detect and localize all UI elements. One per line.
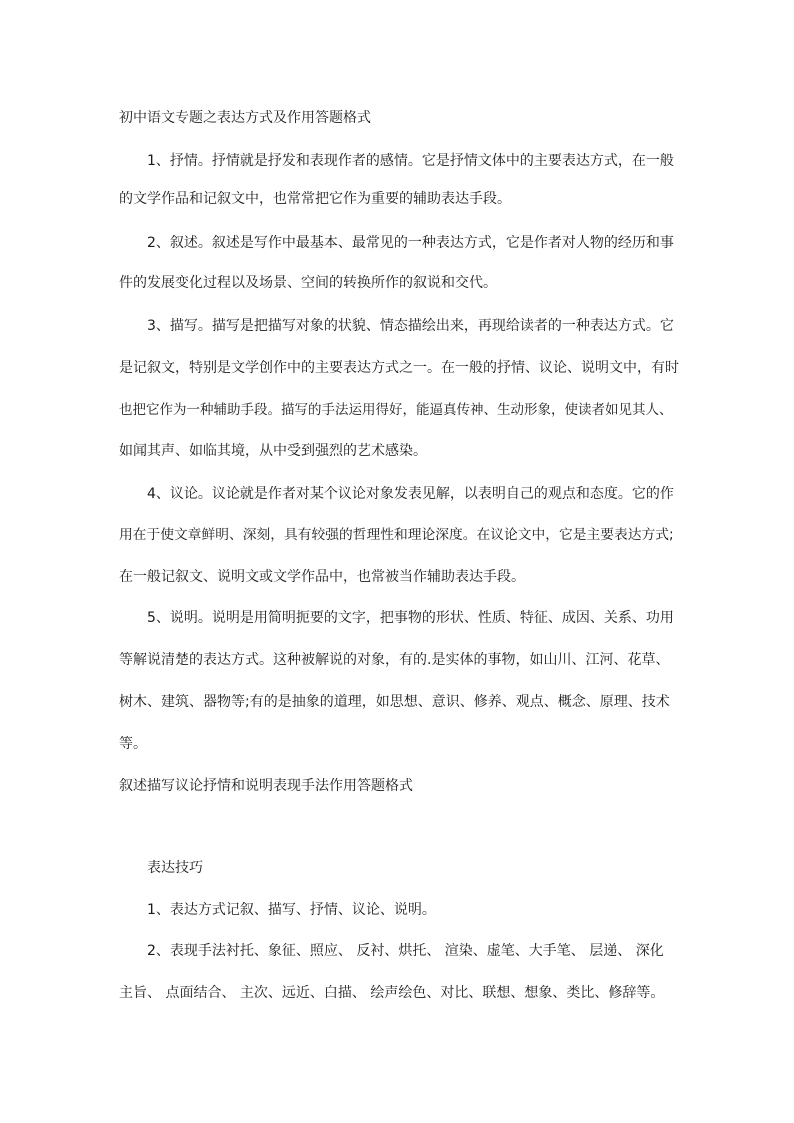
paragraph-3-line-3: 也把它作为一种辅助手段。描写的手法运用得好，能逼真传神、生动形象，使读者如见其人、: [119, 402, 673, 418]
paragraph-1-line-1: 1、抒情。抒情就是抒发和表现作者的感情。它是抒情文体中的主要表达方式，在一般: [147, 153, 674, 169]
paragraph-3-line-4: 如闻其声、如临其境，从中受到强烈的艺术感染。: [119, 443, 427, 459]
paragraph-2-line-1: 2、叙述。叙述是写作中最基本、最常见的一种表达方式，它是作者对人物的经历和事: [147, 235, 674, 251]
skills-item-2-line-2: 主旨、 点面结合、 主次、远近、白描、 绘声绘色、对比、联想、想象、类比、修辞等。: [119, 985, 665, 1001]
paragraph-3-line-2: 是记叙文，特别是文学创作中的主要表达方式之一。在一般的抒情、议论、说明文中，有时: [119, 360, 679, 376]
paragraph-5-line-3: 树木、建筑、器物等;有的是抽象的道理，如思想、意识、修养、观点、概念、原理、技术: [119, 694, 670, 710]
paragraph-1-line-2: 的文学作品和记叙文中，也常常把它作为重要的辅助表达手段。: [119, 191, 511, 207]
document-title: 初中语文专题之表达方式及作用答题格式: [119, 110, 371, 126]
paragraph-3-line-1: 3、描写。描写是把描写对象的状貌、情态描绘出来，再现给读者的一种表达方式。它: [147, 318, 674, 334]
paragraph-4-line-2: 用在于使文章鲜明、深刻，具有较强的哲理性和理论深度。在议论文中，它是主要表达方式;: [119, 527, 674, 543]
skills-item-2-line-1: 2、表现手法衬托、象征、照应、 反衬、烘托、 渲染、虚笔、大手笔、 层递、 深化: [147, 943, 664, 959]
skills-item-1: 1、表达方式记叙、描写、抒情、议论、说明。: [147, 902, 436, 918]
paragraph-5-line-4: 等。: [119, 736, 147, 752]
paragraph-4-line-1: 4、议论。议论就是作者对某个议论对象发表见解，以表明自己的观点和态度。它的作: [147, 486, 674, 502]
paragraph-2-line-2: 件的发展变化过程以及场景、空间的转换所作的叙说和交代。: [119, 275, 497, 291]
section-heading: 表达技巧: [147, 860, 203, 876]
section-subtitle: 叙述描写议论抒情和说明表现手法作用答题格式: [119, 778, 413, 794]
paragraph-5-line-2: 等解说清楚的表达方式。这种被解说的对象，有的.是实体的事物，如山川、江河、花草、: [119, 652, 670, 668]
paragraph-4-line-3: 在一般记叙文、说明文或文学作品中，也常被当作辅助表达手段。: [119, 569, 525, 585]
paragraph-5-line-1: 5、说明。说明是用简明扼要的文字，把事物的形状、性质、特征、成因、关系、功用: [147, 610, 674, 626]
